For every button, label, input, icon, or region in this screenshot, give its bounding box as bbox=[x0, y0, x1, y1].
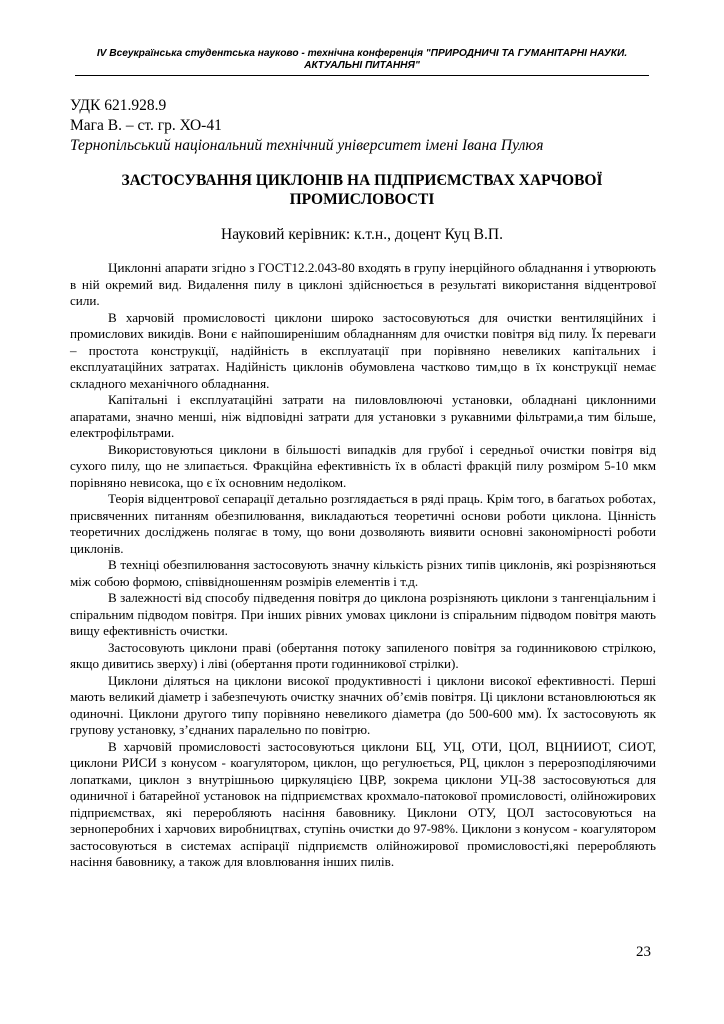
page-number: 23 bbox=[636, 944, 651, 960]
paragraph: Капітальні і експлуатаційні затрати на пиловловлюючі установки, обладнані циклонними апаратами, значно менші, ніж відповідні затрати для установки з рукавними фільтрами,а тим більше, електрофільтрами. bbox=[70, 392, 656, 440]
paragraph: В харчовій промисловості циклони широко застосовуються для очистки вентиляційних і промислових викидів. Вони є найпоширенішим обладнанням для очистки повітря від пилу. Їх переваги – простота конструкції, надійність в експлуатації при порівняно невеликих капітальних і експлуатаційних затратах. Надійність циклонів обумовлена частково тим,що в їх конструкції немає складного механічного обладнання. bbox=[70, 309, 656, 391]
paragraph: Використовуються циклони в більшості випадків для грубої і середньої очистки повітря від сухого пилу, що не злипається. Фракційна ефективність їх в області фракцій пилу розміром 5-10 мкм порівняно невисока, що є їх основним недоліком. bbox=[70, 441, 656, 490]
conference-header: IV Всеукраїнська студентська науково - технічна конференція "ПРИРОДНИЧІ ТА ГУМАНІТАРНІ НАУКИ. АКТУАЛЬНІ ПИТАННЯ" bbox=[75, 48, 649, 76]
udk-code: УДК 621.928.9 bbox=[70, 97, 167, 114]
paper-body bbox=[70, 260, 656, 871]
paper-title: ЗАСТОСУВАННЯ ЦИКЛОНІВ НА ПІДПРИЄМСТВАХ ХАРЧОВОЇ ПРОМИСЛОВОСТІ bbox=[121, 172, 603, 208]
paragraph: В техніці обезпилювання застосовують значну кількість різних типів циклонів, які розрізняються між собою формою, співвідношенням розмірів елементів і т.д. bbox=[70, 557, 656, 589]
paragraph: Циклонні апарати згідно з ГОСТ12.2.043-80 входять в групу інерційного обладнання і утворюють в ній окремий вид. Видалення пилу в циклоні здійснюється в результаті використання відцентрової сили. bbox=[70, 260, 656, 308]
paragraph: Застосовують циклони праві (обертання потоку запиленого повітря за годинниковою стрілкою, якщо дивитись зверху) і ліві (обертання проти годинникової стрілки). bbox=[70, 639, 656, 671]
university-line: Тернопільський національний технічний університет імені Івана Пулюя bbox=[70, 137, 544, 154]
supervisor-line: Науковий керівник: к.т.н., доцент Куц В.П. bbox=[221, 226, 503, 243]
paragraph: Циклони діляться на циклони високої продуктивності і циклони високої ефективності. Перші мають великий діаметр і забезпечують очистку значних об’ємів повітря. Ці циклони встановлюються як одиночні. Циклони другого типу порівняно невеликого діаметра (до 500-600 мм). Їх застосовують як групову установку, з’єднаних паралельно по повітрю. bbox=[70, 672, 656, 737]
paragraph: Теорія відцентрової сепарації детально розглядається в ряді праць. Крім того, в багатьох роботах, присвяченних питанням обезпилювання, викладаються теоретичні основи роботи циклона. Цінність теоретичних досліджень полягає в тому, що вони дозволяють виявити основні закономірності роботи циклонів. bbox=[70, 491, 656, 556]
author-line: Мага В. – ст. гр. ХО-41 bbox=[70, 117, 222, 134]
paragraph: В залежності від способу підведення повітря до циклона розрізняють циклони з тангенціальним і спіральним підводом повітря. При інших рівних умовах циклони із спіральним підводом повітря мають вищу ефективність очистки. bbox=[70, 590, 656, 638]
paragraph: В харчовій промисловості застосовуються циклони БЦ, УЦ, ОТИ, ЦОЛ, ВЦНИИОТ, СИОТ, циклони РИСИ з конусом - коагулятором, циклон, що регулюється, РЦ, циклон з перерозподіляючими лопатками, циклон з внутрішньою циркуляцією ЦВР, зокрема циклони УЦ-38 застосовуються для одиничної і батарейної установок на підприємствах крохмало-патокової промисловості, олійножирових підприємствах, які переробляють насіння бавовнику. Циклони ОТУ, ЦОЛ застосовуються на зерноперобних і харчових виробництвах, ступінь очистки до 97-98%. Циклони з конусом - коагулятором застосовуються в системах аспірації підприємств олійножирової промисловості,які переробляють насіння бавовнику, а також для вловлювання інших пилів. bbox=[70, 738, 656, 869]
